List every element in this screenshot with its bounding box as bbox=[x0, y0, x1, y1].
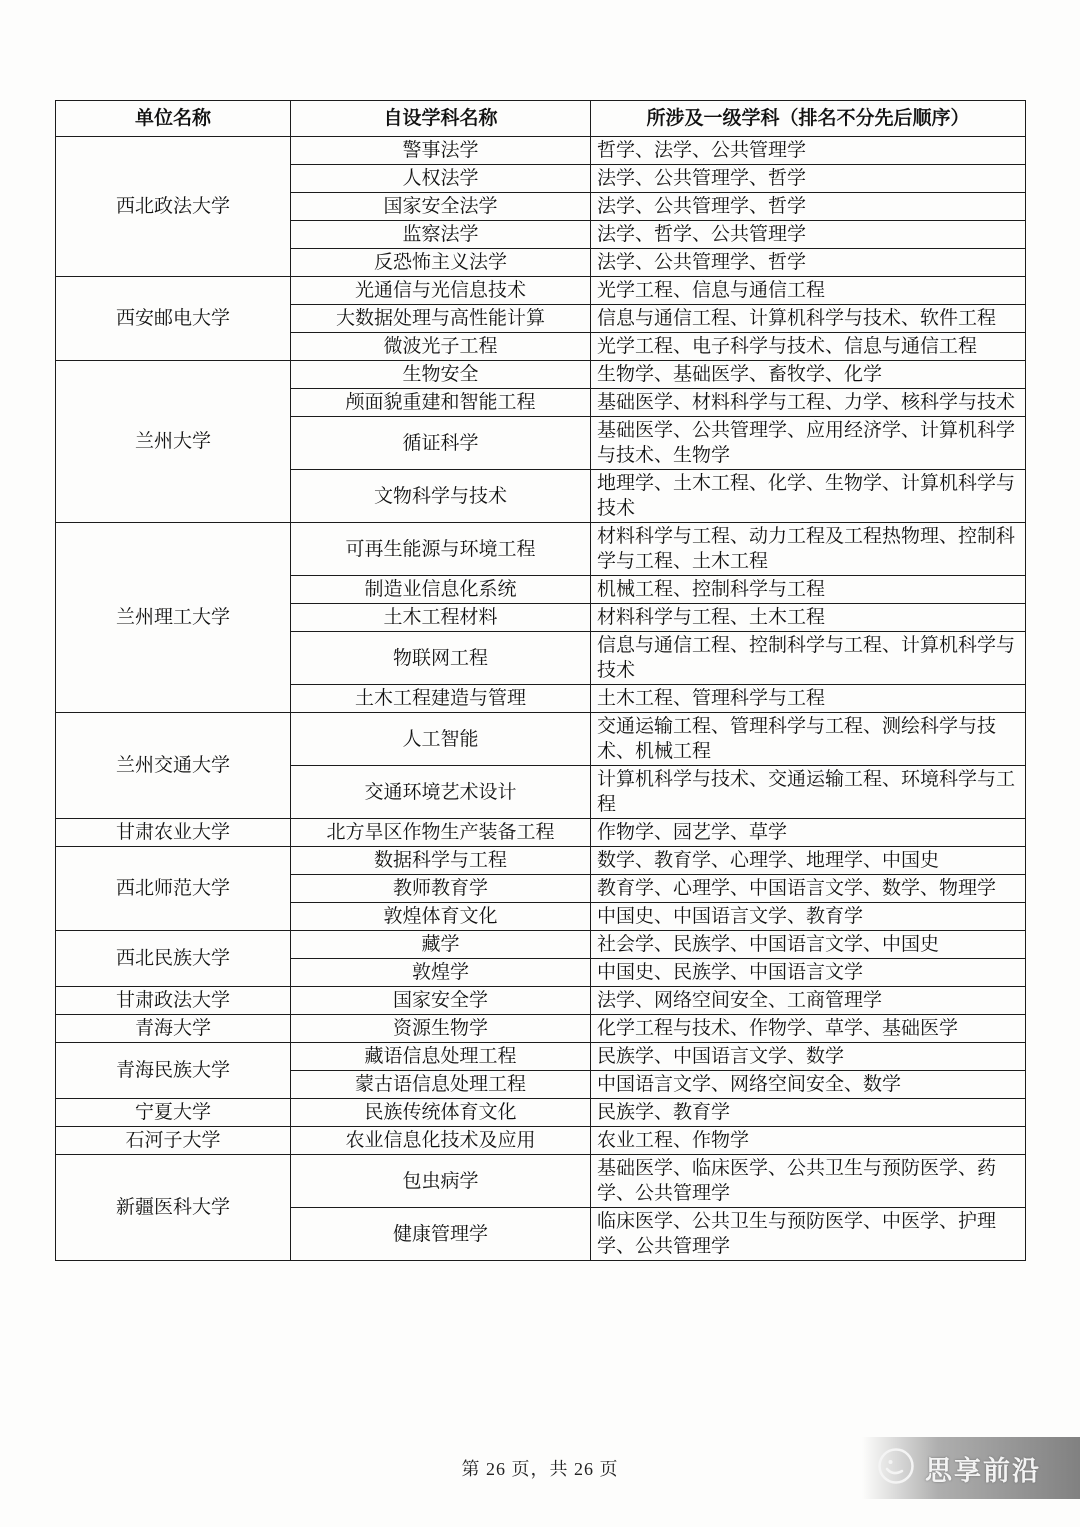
discipline-cell: 国家安全学 bbox=[291, 987, 591, 1015]
table-row bbox=[56, 1043, 1026, 1071]
university-cell: 甘肃政法大学 bbox=[56, 987, 291, 1015]
table-body bbox=[56, 137, 1026, 1261]
related-disciplines-cell: 作物学、园艺学、草学 bbox=[591, 819, 1026, 847]
related-disciplines-cell: 信息与通信工程、计算机科学与技术、软件工程 bbox=[591, 305, 1026, 333]
university-cell: 青海大学 bbox=[56, 1015, 291, 1043]
header-related-disciplines: 所涉及一级学科（排名不分先后顺序） bbox=[591, 101, 1026, 137]
discipline-cell: 反恐怖主义法学 bbox=[291, 249, 591, 277]
university-cell: 西北政法大学 bbox=[56, 137, 291, 277]
discipline-cell: 生物安全 bbox=[291, 361, 591, 389]
related-disciplines-cell: 数学、教育学、心理学、地理学、中国史 bbox=[591, 847, 1026, 875]
discipline-cell: 交通环境艺术设计 bbox=[291, 766, 591, 819]
related-disciplines-cell: 基础医学、临床医学、公共卫生与预防医学、药学、公共管理学 bbox=[591, 1155, 1026, 1208]
related-disciplines-cell: 社会学、民族学、中国语言文学、中国史 bbox=[591, 931, 1026, 959]
disciplines-table-container bbox=[55, 100, 1025, 1261]
table-row bbox=[56, 1015, 1026, 1043]
related-disciplines-cell: 法学、公共管理学、哲学 bbox=[591, 193, 1026, 221]
related-disciplines-cell: 民族学、中国语言文学、数学 bbox=[591, 1043, 1026, 1071]
discipline-cell: 北方旱区作物生产装备工程 bbox=[291, 819, 591, 847]
university-cell: 新疆医科大学 bbox=[56, 1155, 291, 1261]
table-row bbox=[56, 987, 1026, 1015]
university-cell: 西北民族大学 bbox=[56, 931, 291, 987]
related-disciplines-cell: 土木工程、管理科学与工程 bbox=[591, 685, 1026, 713]
watermark-text: 思享前沿 bbox=[925, 1455, 1041, 1486]
related-disciplines-cell: 法学、公共管理学、哲学 bbox=[591, 249, 1026, 277]
related-disciplines-cell: 哲学、法学、公共管理学 bbox=[591, 137, 1026, 165]
discipline-cell: 循证科学 bbox=[291, 417, 591, 470]
discipline-cell: 敦煌学 bbox=[291, 959, 591, 987]
table-row bbox=[56, 361, 1026, 389]
related-disciplines-cell: 农业工程、作物学 bbox=[591, 1127, 1026, 1155]
discipline-cell: 监察法学 bbox=[291, 221, 591, 249]
watermark-logo-icon bbox=[876, 1446, 916, 1491]
table-row bbox=[56, 523, 1026, 576]
university-cell: 兰州理工大学 bbox=[56, 523, 291, 713]
related-disciplines-cell: 法学、哲学、公共管理学 bbox=[591, 221, 1026, 249]
related-disciplines-cell: 交通运输工程、管理科学与工程、测绘科学与技术、机械工程 bbox=[591, 713, 1026, 766]
related-disciplines-cell: 教育学、心理学、中国语言文学、数学、物理学 bbox=[591, 875, 1026, 903]
discipline-cell: 土木工程材料 bbox=[291, 604, 591, 632]
related-disciplines-cell: 中国语言文学、网络空间安全、数学 bbox=[591, 1071, 1026, 1099]
discipline-cell: 敦煌体育文化 bbox=[291, 903, 591, 931]
related-disciplines-cell: 光学工程、信息与通信工程 bbox=[591, 277, 1026, 305]
related-disciplines-cell: 信息与通信工程、控制科学与工程、计算机科学与技术 bbox=[591, 632, 1026, 685]
related-disciplines-cell: 材料科学与工程、动力工程及工程热物理、控制科学与工程、土木工程 bbox=[591, 523, 1026, 576]
university-cell: 兰州交通大学 bbox=[56, 713, 291, 819]
discipline-cell: 土木工程建造与管理 bbox=[291, 685, 591, 713]
related-disciplines-cell: 光学工程、电子科学与技术、信息与通信工程 bbox=[591, 333, 1026, 361]
table-row bbox=[56, 277, 1026, 305]
university-cell: 石河子大学 bbox=[56, 1127, 291, 1155]
related-disciplines-cell: 机械工程、控制科学与工程 bbox=[591, 576, 1026, 604]
discipline-cell: 警事法学 bbox=[291, 137, 591, 165]
related-disciplines-cell: 计算机科学与技术、交通运输工程、环境科学与工程 bbox=[591, 766, 1026, 819]
discipline-cell: 健康管理学 bbox=[291, 1208, 591, 1261]
table-row bbox=[56, 819, 1026, 847]
related-disciplines-cell: 中国史、民族学、中国语言文学 bbox=[591, 959, 1026, 987]
table-row bbox=[56, 1099, 1026, 1127]
discipline-cell: 微波光子工程 bbox=[291, 333, 591, 361]
university-cell: 甘肃农业大学 bbox=[56, 819, 291, 847]
discipline-cell: 物联网工程 bbox=[291, 632, 591, 685]
discipline-cell: 农业信息化技术及应用 bbox=[291, 1127, 591, 1155]
discipline-cell: 民族传统体育文化 bbox=[291, 1099, 591, 1127]
related-disciplines-cell: 基础医学、材料科学与工程、力学、核科学与技术 bbox=[591, 389, 1026, 417]
discipline-cell: 藏学 bbox=[291, 931, 591, 959]
discipline-cell: 光通信与光信息技术 bbox=[291, 277, 591, 305]
university-cell: 青海民族大学 bbox=[56, 1043, 291, 1099]
related-disciplines-cell: 中国史、中国语言文学、教育学 bbox=[591, 903, 1026, 931]
discipline-cell: 人工智能 bbox=[291, 713, 591, 766]
table-row bbox=[56, 137, 1026, 165]
discipline-cell: 文物科学与技术 bbox=[291, 470, 591, 523]
header-unit-name: 单位名称 bbox=[56, 101, 291, 137]
discipline-cell: 包虫病学 bbox=[291, 1155, 591, 1208]
table-row bbox=[56, 1155, 1026, 1208]
discipline-cell: 颅面貌重建和智能工程 bbox=[291, 389, 591, 417]
header-discipline-name: 自设学科名称 bbox=[291, 101, 591, 137]
table-row bbox=[56, 1127, 1026, 1155]
discipline-cell: 藏语信息处理工程 bbox=[291, 1043, 591, 1071]
page-number-footer: 第 26 页，共 26 页 bbox=[461, 1459, 619, 1479]
related-disciplines-cell: 法学、网络空间安全、工商管理学 bbox=[591, 987, 1026, 1015]
discipline-cell: 教师教育学 bbox=[291, 875, 591, 903]
table-row bbox=[56, 713, 1026, 766]
related-disciplines-cell: 基础医学、公共管理学、应用经济学、计算机科学与技术、生物学 bbox=[591, 417, 1026, 470]
related-disciplines-cell: 材料科学与工程、土木工程 bbox=[591, 604, 1026, 632]
related-disciplines-cell: 法学、公共管理学、哲学 bbox=[591, 165, 1026, 193]
discipline-cell: 人权法学 bbox=[291, 165, 591, 193]
table-row bbox=[56, 931, 1026, 959]
university-cell: 西安邮电大学 bbox=[56, 277, 291, 361]
table-row bbox=[56, 847, 1026, 875]
disciplines-table bbox=[55, 100, 1026, 1261]
university-cell: 兰州大学 bbox=[56, 361, 291, 523]
discipline-cell: 制造业信息化系统 bbox=[291, 576, 591, 604]
university-cell: 宁夏大学 bbox=[56, 1099, 291, 1127]
discipline-cell: 蒙古语信息处理工程 bbox=[291, 1071, 591, 1099]
watermark-badge bbox=[862, 1437, 1080, 1499]
discipline-cell: 国家安全法学 bbox=[291, 193, 591, 221]
related-disciplines-cell: 化学工程与技术、作物学、草学、基础医学 bbox=[591, 1015, 1026, 1043]
related-disciplines-cell: 临床医学、公共卫生与预防医学、中医学、护理学、公共管理学 bbox=[591, 1208, 1026, 1261]
related-disciplines-cell: 生物学、基础医学、畜牧学、化学 bbox=[591, 361, 1026, 389]
discipline-cell: 大数据处理与高性能计算 bbox=[291, 305, 591, 333]
discipline-cell: 数据科学与工程 bbox=[291, 847, 591, 875]
discipline-cell: 可再生能源与环境工程 bbox=[291, 523, 591, 576]
table-header-row bbox=[56, 101, 1026, 137]
discipline-cell: 资源生物学 bbox=[291, 1015, 591, 1043]
related-disciplines-cell: 民族学、教育学 bbox=[591, 1099, 1026, 1127]
related-disciplines-cell: 地理学、土木工程、化学、生物学、计算机科学与技术 bbox=[591, 470, 1026, 523]
university-cell: 西北师范大学 bbox=[56, 847, 291, 931]
